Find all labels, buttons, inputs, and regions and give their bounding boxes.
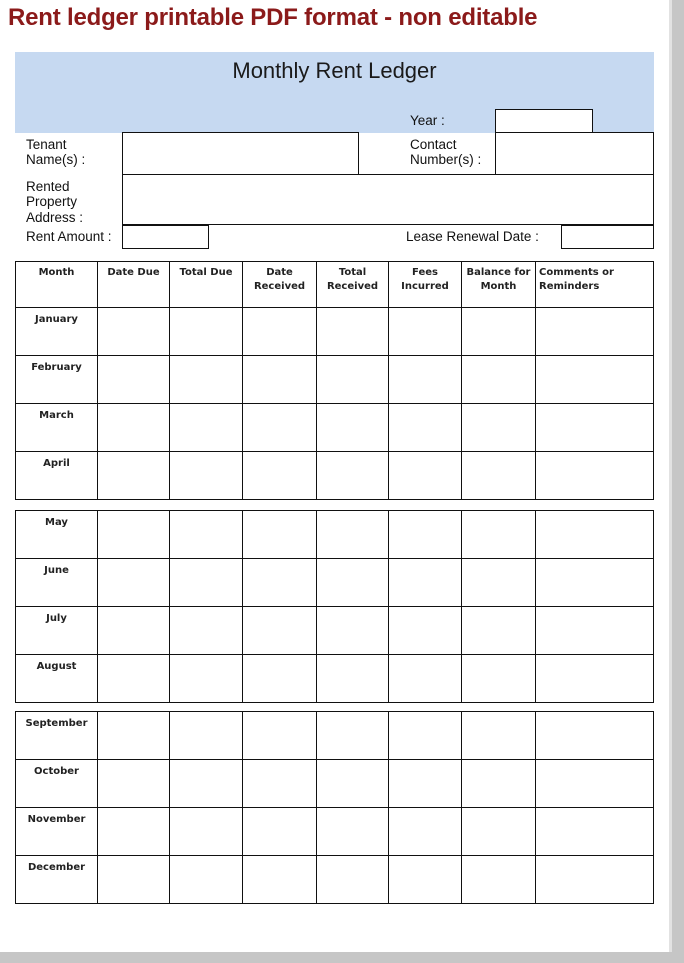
entry-cell[interactable]: [170, 308, 243, 356]
entry-cell[interactable]: [536, 404, 654, 452]
table-row: [16, 356, 654, 404]
year-field[interactable]: [495, 109, 593, 133]
entry-cell[interactable]: [98, 760, 170, 808]
entry-cell[interactable]: [170, 511, 243, 559]
entry-cell[interactable]: [536, 856, 654, 904]
column-header: [16, 262, 98, 308]
table-row: [16, 712, 654, 760]
entry-cell[interactable]: [170, 452, 243, 500]
entry-cell[interactable]: [536, 356, 654, 404]
entry-cell[interactable]: [389, 559, 462, 607]
entry-cell[interactable]: [243, 856, 317, 904]
entry-cell[interactable]: [389, 712, 462, 760]
lease-renewal-label: Lease Renewal Date :: [406, 229, 539, 244]
table-header-row: [16, 262, 654, 308]
column-header-text: Fees: [412, 267, 438, 278]
table-row: [16, 808, 654, 856]
column-header: [389, 262, 462, 308]
entry-cell[interactable]: [389, 760, 462, 808]
entry-cell[interactable]: [243, 808, 317, 856]
entry-cell[interactable]: [389, 607, 462, 655]
column-header-text: Balance for: [466, 267, 531, 278]
entry-cell[interactable]: [98, 559, 170, 607]
entry-cell[interactable]: [98, 712, 170, 760]
column-header: [536, 262, 654, 308]
tenant-label-line2: Name(s) :: [26, 152, 86, 167]
entry-cell[interactable]: [243, 559, 317, 607]
entry-cell[interactable]: [462, 607, 536, 655]
entry-cell[interactable]: [170, 404, 243, 452]
ledger-table-section: [15, 510, 654, 703]
entry-cell[interactable]: [536, 607, 654, 655]
table-row: [16, 760, 654, 808]
entry-cell[interactable]: [243, 511, 317, 559]
entry-cell[interactable]: [170, 655, 243, 703]
column-header-text: Date Due: [107, 267, 160, 278]
contact-label-line1: Contact: [410, 137, 457, 152]
entry-cell[interactable]: [98, 808, 170, 856]
entry-cell[interactable]: [462, 655, 536, 703]
month-cell: September: [16, 712, 98, 760]
entry-cell[interactable]: [170, 607, 243, 655]
column-header-text: Total Due: [179, 267, 233, 278]
table-row: [16, 559, 654, 607]
entry-cell[interactable]: [317, 607, 389, 655]
entry-cell[interactable]: [462, 356, 536, 404]
entry-cell[interactable]: [243, 308, 317, 356]
entry-cell[interactable]: [98, 607, 170, 655]
entry-cell[interactable]: [536, 712, 654, 760]
table-row: [16, 452, 654, 500]
entry-cell[interactable]: [389, 856, 462, 904]
contact-number-field[interactable]: [495, 132, 654, 175]
entry-cell[interactable]: [243, 404, 317, 452]
entry-cell[interactable]: [243, 760, 317, 808]
entry-cell[interactable]: [98, 356, 170, 404]
entry-cell[interactable]: [317, 760, 389, 808]
entry-cell[interactable]: [389, 308, 462, 356]
column-header: [462, 262, 536, 308]
entry-cell[interactable]: [389, 511, 462, 559]
column-header: [98, 262, 170, 308]
column-header-text: Incurred: [401, 281, 449, 292]
entry-cell[interactable]: [243, 607, 317, 655]
column-header-text: Received: [253, 281, 306, 292]
address-label-line2: Property: [26, 194, 78, 209]
column-header-text: Date: [266, 267, 293, 278]
table-row: [16, 655, 654, 703]
entry-cell[interactable]: [170, 356, 243, 404]
entry-cell[interactable]: [536, 511, 654, 559]
entry-cell[interactable]: [462, 511, 536, 559]
entry-cell[interactable]: [243, 712, 317, 760]
entry-cell[interactable]: [317, 856, 389, 904]
tenant-label-line1: Tenant: [26, 137, 67, 152]
month-cell: June: [16, 559, 98, 607]
entry-cell[interactable]: [462, 760, 536, 808]
month-cell: November: [16, 808, 98, 856]
entry-cell[interactable]: [462, 808, 536, 856]
address-label-line1: Rented: [26, 179, 70, 194]
month-cell: July: [16, 607, 98, 655]
ledger-heading: Monthly Rent Ledger: [232, 58, 437, 83]
entry-cell[interactable]: [317, 452, 389, 500]
entry-cell[interactable]: [98, 511, 170, 559]
entry-cell[interactable]: [462, 856, 536, 904]
month-cell: March: [16, 404, 98, 452]
entry-cell[interactable]: [536, 808, 654, 856]
table-row: [16, 511, 654, 559]
column-header-text: Month: [38, 267, 75, 278]
page-title: Rent ledger printable PDF format - non editable: [8, 4, 538, 31]
column-header: [317, 262, 389, 308]
contact-label-line2: Number(s) :: [410, 152, 482, 167]
ledger-table-section: [15, 711, 654, 904]
entry-cell[interactable]: [243, 452, 317, 500]
month-cell: January: [16, 308, 98, 356]
column-header: [243, 262, 317, 308]
column-header-text: Reminders: [539, 281, 600, 292]
entry-cell[interactable]: [170, 559, 243, 607]
table-row: [16, 856, 654, 904]
table-row: [16, 308, 654, 356]
month-cell: October: [16, 760, 98, 808]
entry-cell[interactable]: [317, 808, 389, 856]
property-address-field[interactable]: [122, 174, 654, 225]
entry-cell[interactable]: [536, 760, 654, 808]
entry-cell[interactable]: [389, 404, 462, 452]
entry-cell[interactable]: [317, 511, 389, 559]
entry-cell[interactable]: [389, 655, 462, 703]
address-label-line3: Address :: [26, 210, 84, 225]
month-cell: May: [16, 511, 98, 559]
entry-cell[interactable]: [317, 655, 389, 703]
viewer-frame-right: [672, 0, 684, 963]
rent-amount-field[interactable]: [122, 225, 209, 249]
month-cell: August: [16, 655, 98, 703]
entry-cell[interactable]: [317, 559, 389, 607]
entry-cell[interactable]: [170, 856, 243, 904]
entry-cell[interactable]: [389, 452, 462, 500]
entry-cell[interactable]: [317, 356, 389, 404]
ledger-table-section: [15, 261, 654, 500]
month-cell: February: [16, 356, 98, 404]
table-row: [16, 607, 654, 655]
month-cell: December: [16, 856, 98, 904]
rent-amount-label: Rent Amount :: [26, 229, 112, 244]
entry-cell[interactable]: [243, 655, 317, 703]
entry-cell[interactable]: [170, 712, 243, 760]
tenant-name-field[interactable]: [122, 132, 359, 175]
entry-cell[interactable]: [462, 452, 536, 500]
entry-cell[interactable]: [98, 856, 170, 904]
column-header-text: Received: [326, 281, 379, 292]
entry-cell[interactable]: [98, 404, 170, 452]
entry-cell[interactable]: [536, 559, 654, 607]
lease-renewal-field[interactable]: [561, 225, 654, 249]
entry-cell[interactable]: [317, 308, 389, 356]
entry-cell[interactable]: [98, 655, 170, 703]
column-header-text: Total: [338, 267, 367, 278]
entry-cell[interactable]: [98, 452, 170, 500]
entry-cell[interactable]: [462, 559, 536, 607]
entry-cell[interactable]: [536, 655, 654, 703]
viewer-frame-bottom: [0, 952, 684, 963]
entry-cell[interactable]: [536, 452, 654, 500]
column-header-text: Comments or: [539, 267, 614, 278]
year-label: Year :: [410, 113, 445, 128]
month-cell: April: [16, 452, 98, 500]
entry-cell[interactable]: [462, 308, 536, 356]
entry-cell[interactable]: [243, 356, 317, 404]
table-row: [16, 404, 654, 452]
entry-cell[interactable]: [170, 808, 243, 856]
column-header-text: Month: [480, 281, 517, 292]
entry-cell[interactable]: [170, 760, 243, 808]
entry-cell[interactable]: [317, 712, 389, 760]
entry-cell[interactable]: [389, 808, 462, 856]
entry-cell[interactable]: [389, 356, 462, 404]
entry-cell[interactable]: [462, 712, 536, 760]
column-header: [170, 262, 243, 308]
entry-cell[interactable]: [317, 404, 389, 452]
entry-cell[interactable]: [98, 308, 170, 356]
entry-cell[interactable]: [462, 404, 536, 452]
entry-cell[interactable]: [536, 308, 654, 356]
